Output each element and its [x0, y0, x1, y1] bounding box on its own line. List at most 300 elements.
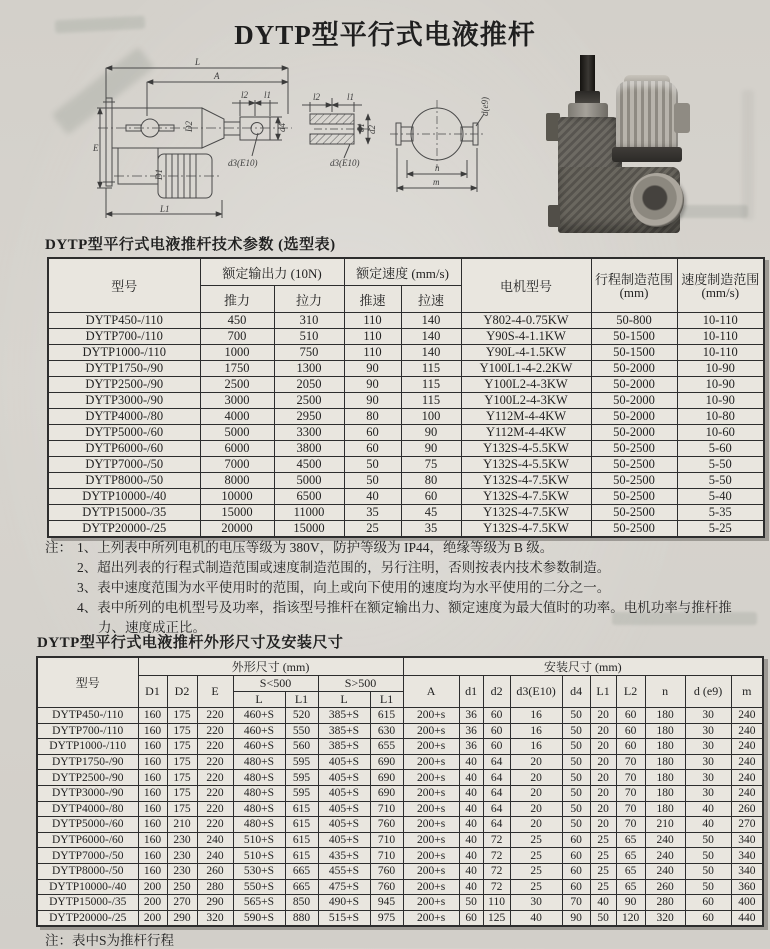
stroke-range-line1: 行程制造范围: [595, 271, 674, 287]
value-cell: 4000: [200, 409, 274, 425]
value-cell: Y90L-4-1.5KW: [461, 345, 591, 361]
table2-caption: DYTP型平行式电液推杆外形尺寸及安装尺寸: [37, 635, 344, 651]
value-cell: 30: [685, 785, 731, 801]
technical-drawing: [92, 56, 532, 236]
value-cell: 50: [685, 863, 731, 879]
model-cell: DYTP3000-/90: [48, 393, 200, 409]
value-cell: 60: [562, 848, 590, 864]
value-cell: 200+s: [403, 895, 459, 911]
stroke-range-line2: (mm): [619, 284, 649, 300]
value-cell: 50: [562, 739, 590, 755]
value-cell: 50: [590, 910, 616, 926]
value-cell: 25: [590, 863, 616, 879]
value-cell: 240: [731, 754, 763, 770]
value-cell: 10-90: [677, 393, 764, 409]
value-cell: 270: [167, 895, 197, 911]
value-cell: Y132S-4-5.5KW: [461, 457, 591, 473]
value-cell: 60: [616, 739, 645, 755]
value-cell: 50: [562, 754, 590, 770]
value-cell: 50: [459, 895, 483, 911]
col-header-rated-force: 额定输出力 (10N): [200, 258, 344, 286]
model-cell: DYTP5000-/60: [37, 817, 138, 833]
value-cell: 16: [510, 723, 562, 739]
value-cell: 200+s: [403, 817, 459, 833]
value-cell: 180: [645, 801, 685, 817]
value-cell: 20: [590, 817, 616, 833]
dim-label-l1b: l1: [347, 92, 355, 102]
value-cell: 75: [401, 457, 461, 473]
value-cell: Y132S-4-7.5KW: [461, 505, 591, 521]
model-cell: DYTP450-/110: [48, 313, 200, 329]
table2-note: 注：表中S为推杆行程: [45, 933, 175, 948]
value-cell: 10-90: [677, 377, 764, 393]
value-cell: 80: [401, 473, 461, 489]
value-cell: 240: [645, 832, 685, 848]
value-cell: 240: [731, 723, 763, 739]
col-group-s-gt-500: S>500: [318, 676, 403, 692]
col-header-model: 型号: [37, 657, 138, 708]
value-cell: 290: [197, 895, 233, 911]
value-cell: 160: [138, 832, 167, 848]
value-cell: 20: [590, 770, 616, 786]
table-row: [48, 505, 764, 521]
value-cell: 250: [167, 879, 197, 895]
value-cell: 200+s: [403, 879, 459, 895]
dim-label-n: n: [435, 163, 440, 173]
col-group-s-lt-500: S<500: [233, 676, 318, 692]
value-cell: 160: [138, 863, 167, 879]
model-cell: DYTP7000-/50: [37, 848, 138, 864]
table-row: [37, 848, 763, 864]
value-cell: 50: [344, 457, 401, 473]
value-cell: 655: [370, 739, 403, 755]
col-header-pull-speed: 拉速: [401, 286, 461, 313]
value-cell: 240: [731, 770, 763, 786]
value-cell: 64: [483, 801, 510, 817]
value-cell: 220: [197, 708, 233, 724]
value-cell: 340: [731, 848, 763, 864]
value-cell: 7000: [200, 457, 274, 473]
value-cell: 20000: [200, 521, 274, 538]
value-cell: 64: [483, 785, 510, 801]
value-cell: 260: [645, 879, 685, 895]
value-cell: 615: [285, 801, 318, 817]
value-cell: 50: [685, 879, 731, 895]
value-cell: 690: [370, 754, 403, 770]
value-cell: Y132S-4-5.5KW: [461, 441, 591, 457]
value-cell: 1750: [200, 361, 274, 377]
value-cell: 510: [274, 329, 344, 345]
value-cell: 15000: [274, 521, 344, 538]
value-cell: 590+S: [233, 910, 285, 926]
value-cell: 40: [459, 801, 483, 817]
value-cell: 50: [562, 770, 590, 786]
value-cell: 945: [370, 895, 403, 911]
value-cell: 260: [731, 801, 763, 817]
model-cell: DYTP2500-/90: [37, 770, 138, 786]
value-cell: 40: [685, 817, 731, 833]
value-cell: 175: [167, 754, 197, 770]
value-cell: Y112M-4-4KW: [461, 409, 591, 425]
value-cell: 260: [197, 863, 233, 879]
value-cell: 11000: [274, 505, 344, 521]
value-cell: 480+S: [233, 785, 285, 801]
notes-list: [77, 538, 735, 638]
dim-label-l1: l1: [264, 90, 272, 100]
value-cell: 175: [167, 785, 197, 801]
value-cell: 50-2500: [591, 457, 677, 473]
value-cell: 30: [685, 754, 731, 770]
value-cell: 50: [562, 708, 590, 724]
value-cell: 405+S: [318, 801, 370, 817]
page-title: DYTP型平行式电液推杆: [234, 20, 536, 50]
value-cell: 690: [370, 770, 403, 786]
value-cell: 65: [616, 879, 645, 895]
value-cell: 20: [590, 708, 616, 724]
value-cell: 30: [510, 895, 562, 911]
value-cell: 110: [483, 895, 510, 911]
col-header-d1: d1: [459, 676, 483, 708]
table-row: [37, 708, 763, 724]
value-cell: Y100L2-4-3KW: [461, 377, 591, 393]
model-cell: DYTP8000-/50: [37, 863, 138, 879]
value-cell: 220: [197, 754, 233, 770]
value-cell: 240: [197, 832, 233, 848]
actuator-base-lug: [548, 205, 560, 227]
value-cell: 16: [510, 708, 562, 724]
value-cell: 220: [197, 817, 233, 833]
value-cell: 200: [138, 910, 167, 926]
table-row: [48, 361, 764, 377]
value-cell: 200+s: [403, 723, 459, 739]
value-cell: 40: [459, 832, 483, 848]
value-cell: 60: [401, 489, 461, 505]
table-row: [37, 832, 763, 848]
value-cell: 50-2000: [591, 393, 677, 409]
model-cell: DYTP10000-/40: [48, 489, 200, 505]
table-row: [37, 910, 763, 926]
value-cell: 4500: [274, 457, 344, 473]
value-cell: 200+s: [403, 863, 459, 879]
value-cell: 710: [370, 848, 403, 864]
value-cell: 90: [401, 425, 461, 441]
value-cell: 385+S: [318, 739, 370, 755]
value-cell: 200: [138, 895, 167, 911]
value-cell: 220: [197, 739, 233, 755]
table-row: [48, 345, 764, 361]
dim-label-d1: d1: [356, 123, 366, 132]
value-cell: 64: [483, 754, 510, 770]
motor-mount-band: [612, 147, 682, 162]
value-cell: 665: [285, 879, 318, 895]
dim-label-d3: d3(E10): [228, 158, 258, 168]
value-cell: 140: [401, 345, 461, 361]
value-cell: 25: [510, 832, 562, 848]
value-cell: 10000: [200, 489, 274, 505]
value-cell: 200+s: [403, 801, 459, 817]
value-cell: 40: [459, 879, 483, 895]
model-cell: DYTP450-/110: [37, 708, 138, 724]
value-cell: 50-2000: [591, 361, 677, 377]
table1-caption: DYTP型平行式电液推杆技术参数 (选型表): [45, 237, 336, 253]
value-cell: 220: [197, 723, 233, 739]
dim-label-E: E: [93, 143, 99, 153]
col-header-motor: 电机型号: [461, 258, 591, 313]
value-cell: 70: [616, 754, 645, 770]
value-cell: 5-25: [677, 521, 764, 538]
col-header-model: 型号: [48, 258, 200, 313]
value-cell: 240: [731, 785, 763, 801]
value-cell: 50-2500: [591, 521, 677, 538]
speed-range-line1: 速度制造范围: [681, 271, 760, 287]
model-cell: DYTP700-/110: [48, 329, 200, 345]
value-cell: 615: [285, 832, 318, 848]
value-cell: 60: [344, 425, 401, 441]
value-cell: 25: [510, 863, 562, 879]
col-header-pull-force: 拉力: [274, 286, 344, 313]
col-header-L-gt: L: [318, 692, 370, 708]
value-cell: 615: [285, 848, 318, 864]
value-cell: 510+S: [233, 848, 285, 864]
value-cell: 60: [344, 441, 401, 457]
value-cell: 35: [344, 505, 401, 521]
value-cell: 30: [685, 708, 731, 724]
value-cell: 175: [167, 739, 197, 755]
value-cell: 72: [483, 848, 510, 864]
value-cell: 975: [370, 910, 403, 926]
value-cell: 615: [285, 817, 318, 833]
value-cell: 110: [344, 313, 401, 329]
table-row: [37, 801, 763, 817]
value-cell: 565+S: [233, 895, 285, 911]
value-cell: 50-2500: [591, 505, 677, 521]
dim-label-D1: D1: [154, 169, 164, 180]
value-cell: 220: [197, 785, 233, 801]
value-cell: 510+S: [233, 832, 285, 848]
table-row: [37, 879, 763, 895]
col-group-install: 安装尺寸 (mm): [403, 657, 763, 676]
model-cell: DYTP1000-/110: [37, 739, 138, 755]
value-cell: 1000: [200, 345, 274, 361]
value-cell: 16: [510, 739, 562, 755]
main-view: [97, 68, 292, 218]
table-row: [48, 489, 764, 505]
value-cell: 5-50: [677, 457, 764, 473]
table-row: [48, 377, 764, 393]
value-cell: 240: [731, 708, 763, 724]
value-cell: 115: [401, 393, 461, 409]
value-cell: 700: [200, 329, 274, 345]
value-cell: 280: [645, 895, 685, 911]
col-header-m: m: [731, 676, 763, 708]
value-cell: 45: [401, 505, 461, 521]
table-row: [48, 425, 764, 441]
value-cell: 230: [167, 832, 197, 848]
value-cell: 110: [344, 345, 401, 361]
value-cell: 280: [197, 879, 233, 895]
value-cell: 200+s: [403, 832, 459, 848]
note-item: 3、表中速度范围为水平使用时的范围，向上或向下使用的速度均为水平使用的二分之一。: [77, 580, 611, 595]
table-row: [37, 785, 763, 801]
model-cell: DYTP20000-/25: [37, 910, 138, 926]
value-cell: 90: [401, 441, 461, 457]
motor-finned-housing: [616, 81, 678, 151]
value-cell: 80: [344, 409, 401, 425]
value-cell: Y90S-4-1.1KW: [461, 329, 591, 345]
value-cell: 50-2500: [591, 489, 677, 505]
value-cell: 760: [370, 879, 403, 895]
model-cell: DYTP1750-/90: [48, 361, 200, 377]
value-cell: 850: [285, 895, 318, 911]
value-cell: 175: [167, 770, 197, 786]
value-cell: 385+S: [318, 708, 370, 724]
value-cell: 72: [483, 879, 510, 895]
value-cell: 880: [285, 910, 318, 926]
value-cell: 240: [197, 848, 233, 864]
model-cell: DYTP5000-/60: [48, 425, 200, 441]
value-cell: 115: [401, 361, 461, 377]
value-cell: 64: [483, 770, 510, 786]
value-cell: 530+S: [233, 863, 285, 879]
value-cell: 560: [285, 739, 318, 755]
value-cell: 5-60: [677, 441, 764, 457]
value-cell: 710: [370, 832, 403, 848]
col-header-L1: L1: [590, 676, 616, 708]
value-cell: 50: [344, 473, 401, 489]
value-cell: 690: [370, 785, 403, 801]
model-cell: DYTP7000-/50: [48, 457, 200, 473]
value-cell: 70: [616, 785, 645, 801]
value-cell: 25: [510, 848, 562, 864]
value-cell: 200+s: [403, 708, 459, 724]
value-cell: 60: [562, 863, 590, 879]
value-cell: 405+S: [318, 770, 370, 786]
value-cell: 65: [616, 863, 645, 879]
value-cell: 320: [197, 910, 233, 926]
value-cell: 455+S: [318, 863, 370, 879]
value-cell: 760: [370, 817, 403, 833]
table-row: [37, 863, 763, 879]
value-cell: 50-2500: [591, 473, 677, 489]
value-cell: 20: [510, 801, 562, 817]
value-cell: 240: [731, 739, 763, 755]
value-cell: 120: [616, 910, 645, 926]
value-cell: 180: [645, 708, 685, 724]
value-cell: 25: [590, 879, 616, 895]
model-cell: DYTP20000-/25: [48, 521, 200, 538]
value-cell: 180: [645, 723, 685, 739]
value-cell: 6500: [274, 489, 344, 505]
col-header-A: A: [403, 676, 459, 708]
col-header-L2: L2: [616, 676, 645, 708]
value-cell: 160: [138, 708, 167, 724]
value-cell: 200+s: [403, 785, 459, 801]
value-cell: 480+S: [233, 817, 285, 833]
value-cell: 1300: [274, 361, 344, 377]
value-cell: 200+s: [403, 910, 459, 926]
notes-block: [45, 538, 735, 638]
value-cell: 40: [459, 754, 483, 770]
col-header-L1-lt: L1: [285, 692, 318, 708]
value-cell: 50-2500: [591, 441, 677, 457]
value-cell: 20: [510, 754, 562, 770]
value-cell: 460+S: [233, 739, 285, 755]
value-cell: 270: [731, 817, 763, 833]
value-cell: 50: [562, 785, 590, 801]
value-cell: 140: [401, 329, 461, 345]
value-cell: 630: [370, 723, 403, 739]
model-cell: DYTP1750-/90: [37, 754, 138, 770]
value-cell: 20: [510, 770, 562, 786]
value-cell: 60: [483, 723, 510, 739]
value-cell: 665: [285, 863, 318, 879]
value-cell: 8000: [200, 473, 274, 489]
value-cell: 310: [274, 313, 344, 329]
value-cell: 25: [590, 848, 616, 864]
value-cell: 10-80: [677, 409, 764, 425]
col-group-outline: 外形尺寸 (mm): [138, 657, 403, 676]
model-cell: DYTP10000-/40: [37, 879, 138, 895]
col-header-speed-range: [677, 258, 764, 313]
dimensions-table: [36, 656, 764, 927]
value-cell: 20: [590, 785, 616, 801]
col-header-d3: d3(E10): [510, 676, 562, 708]
dim-label-L: L: [195, 57, 201, 67]
value-cell: 385+S: [318, 723, 370, 739]
value-cell: 5-40: [677, 489, 764, 505]
dimension-labels: [92, 57, 490, 214]
dim-label-d-e9: d(e9): [480, 97, 490, 116]
value-cell: 3300: [274, 425, 344, 441]
value-cell: 5000: [274, 473, 344, 489]
dim-label-m: m: [433, 177, 440, 187]
value-cell: 180: [645, 785, 685, 801]
value-cell: 405+S: [318, 785, 370, 801]
value-cell: 36: [459, 739, 483, 755]
value-cell: 175: [167, 723, 197, 739]
model-cell: DYTP15000-/35: [37, 895, 138, 911]
value-cell: 50-800: [591, 313, 677, 329]
value-cell: 60: [562, 832, 590, 848]
value-cell: 180: [645, 739, 685, 755]
col-header-d-e9: d (e9): [685, 676, 731, 708]
value-cell: 460+S: [233, 708, 285, 724]
value-cell: 60: [459, 910, 483, 926]
value-cell: 760: [370, 863, 403, 879]
value-cell: 175: [167, 708, 197, 724]
col-header-L-lt: L: [233, 692, 285, 708]
table-row: [37, 754, 763, 770]
value-cell: 3000: [200, 393, 274, 409]
model-cell: DYTP6000-/60: [48, 441, 200, 457]
value-cell: 20: [590, 723, 616, 739]
value-cell: 200+s: [403, 739, 459, 755]
value-cell: 460+S: [233, 723, 285, 739]
value-cell: 615: [370, 708, 403, 724]
value-cell: 65: [616, 848, 645, 864]
value-cell: 36: [459, 723, 483, 739]
value-cell: 5-35: [677, 505, 764, 521]
value-cell: 550: [285, 723, 318, 739]
product-photo: [528, 55, 720, 239]
value-cell: 290: [167, 910, 197, 926]
col-header-D2: D2: [167, 676, 197, 708]
value-cell: 90: [344, 361, 401, 377]
value-cell: 40: [459, 817, 483, 833]
value-cell: 40: [590, 895, 616, 911]
table-row: [48, 409, 764, 425]
value-cell: 50: [562, 817, 590, 833]
